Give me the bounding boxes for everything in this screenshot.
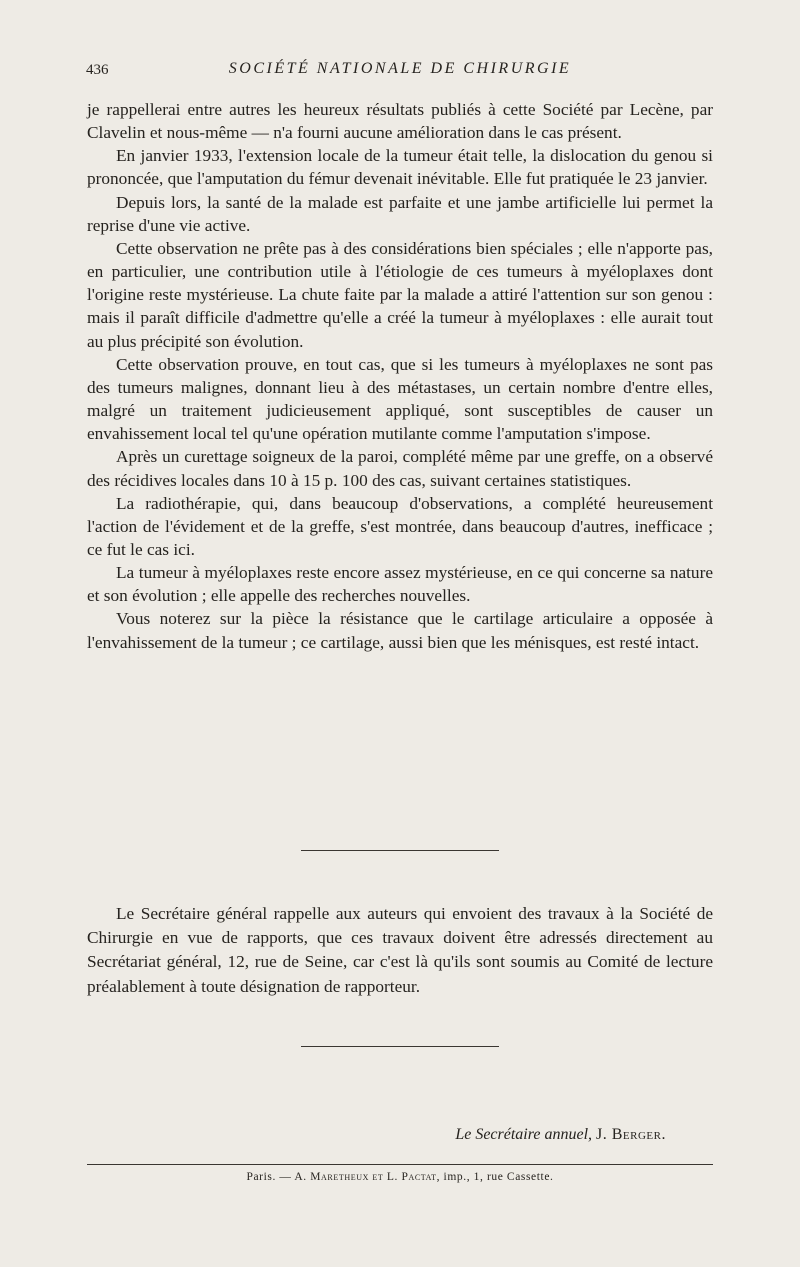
paragraph: je rappellerai entre autres les heureux résultats publiés à cette Société par Lecène, par Clavelin et nous-même — n'a fourni aucune amélioration dans le cas présent. xyxy=(87,100,713,143)
page-header xyxy=(86,60,714,84)
notice-block xyxy=(87,902,713,999)
paragraph: Cette observation prouve, en tout cas, que si les tumeurs à myéloplaxes ne sont pas des tumeurs malignes, donnant lieu à des métastases, un certain nombre d'entre elles, malgré un traitement judicieusement appliqué, sont susceptibles de causer un envahissement local tel qu'une opération mutilante comme l'amputation s'impose. xyxy=(87,354,713,444)
article-body xyxy=(87,98,713,654)
printer-imprint xyxy=(0,1171,800,1183)
section-divider xyxy=(301,850,499,851)
signature-name: J. Berger. xyxy=(596,1126,666,1143)
paragraph: La tumeur à myéloplaxes reste encore assez mystérieuse, en ce qui concerne sa nature et son évolution ; elle appelle des recherches nouvelles. xyxy=(87,563,713,606)
running-title: SOCIÉTÉ NATIONALE DE CHIRURGIE xyxy=(228,60,572,77)
signature xyxy=(455,1126,666,1144)
footer-rule xyxy=(87,1164,713,1165)
paragraph: Depuis lors, la santé de la malade est parfaite et une jambe artificielle lui permet la reprise d'une vie active. xyxy=(87,192,713,235)
paragraph: Après un curettage soigneux de la paroi, complété même par une greffe, on a observé des récidives locales dans 10 à 15 p. 100 des cas, suivant certaines statistiques. xyxy=(87,447,713,490)
imprint-printer: Maretheux et L. Pactat, xyxy=(310,1171,441,1183)
paragraph: En janvier 1933, l'extension locale de la tumeur était telle, la dislocation du genou si prononcée, que l'amputation du fémur devenait inévitable. Elle fut pratiquée le 23 janvier. xyxy=(87,146,713,189)
imprint-address: imp., 1, rue Cassette. xyxy=(443,1171,554,1183)
section-divider xyxy=(301,1046,499,1047)
page-number: 436 xyxy=(86,62,109,78)
paragraph: Cette observation ne prête pas à des considérations bien spéciales ; elle n'apporte pas, en particulier, une contribution utile à l'étiologie de ces tumeurs à myéloplaxes dont l'origine reste mystérieuse. La chute faite par la malade a attiré l'attention sur son genou : mais il paraît difficile d'admettre qu'elle a créé la tumeur à myéloplaxes : elle aurait tout au plus précipité son évolution. xyxy=(87,238,713,351)
imprint-city: Paris. — A. xyxy=(246,1171,307,1183)
paragraph: La radiothérapie, qui, dans beaucoup d'observations, a complété heureusement l'action de l'évidement et de la greffe, s'est montrée, dans beaucoup d'autres, inefficace ; ce fut le cas ici. xyxy=(87,493,713,559)
notice-paragraph: Le Secrétaire général rappelle aux auteurs qui envoient des travaux à la Société de Chirurgie en vue de rapports, que ces travaux doivent être adressés directement au Secrétariat général, 12, rue de Seine, car c'est là qu'ils sont soumis au Comité de lecture préalablement à toute désignation de rapporteur. xyxy=(87,904,713,996)
paragraph: Vous noterez sur la pièce la résistance que le cartilage articulaire a opposée à l'envahissement de la tumeur ; ce cartilage, aussi bien que les ménisques, est resté intact. xyxy=(87,609,713,652)
signature-role: Le Secrétaire annuel, xyxy=(455,1126,593,1143)
